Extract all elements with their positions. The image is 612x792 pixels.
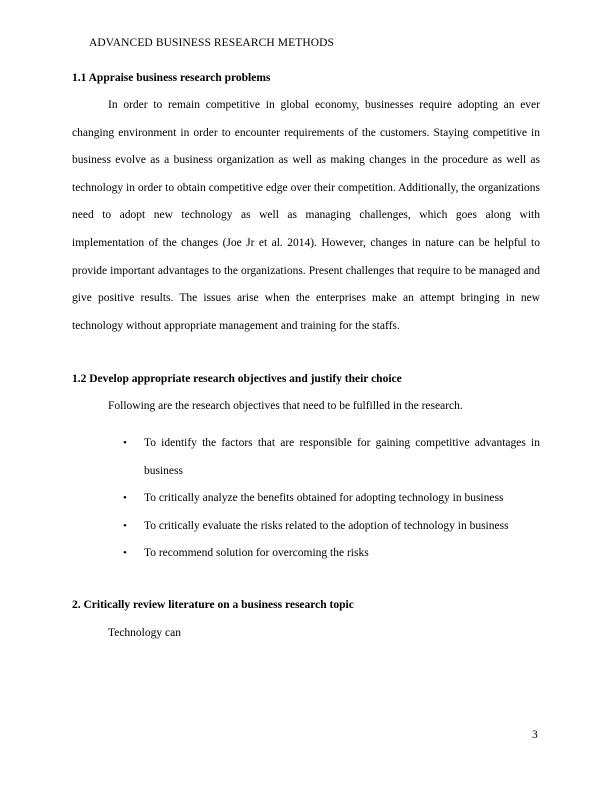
- section-2-intro: Technology can: [108, 627, 181, 639]
- objectives-list: [108, 430, 540, 568]
- section-heading-1-1: 1.1 Appraise business research problems: [72, 72, 271, 84]
- list-item: [108, 540, 540, 568]
- objectives-intro: Following are the research objectives that need to be fulfilled in the research.: [108, 400, 463, 412]
- list-item: [108, 513, 540, 541]
- bullet-icon: •: [123, 519, 127, 532]
- section-heading-1-2: 1.2 Develop appropriate research objectives and justify their choice: [72, 373, 402, 385]
- section-heading-2: 2. Critically review literature on a business research topic: [72, 599, 354, 611]
- bullet-icon: •: [123, 547, 127, 560]
- section-paragraph-1-1: In order to remain competitive in global economy, businesses require adopting an ever changing environment in order to encounter requirements of the customers. Staying competitive in business evolve as a business organization as well as making changes in the procedure as well as technology in order to obtain competitive edge over their competition. Additionally, the organizations need to adopt new technology as well as managing challenges, which goes along with implementation of the changes (Joe Jr et al. 2014). However, changes in nature can be helpful to provide important advantages to the organizations. Present challenges that require to be managed and give positive results. The issues arise when the enterprises make an attempt bringing in new technology without appropriate management and training for the staffs.: [72, 99, 540, 332]
- bullet-icon: •: [123, 492, 127, 505]
- list-item: [108, 485, 540, 513]
- running-header: ADVANCED BUSINESS RESEARCH METHODS: [89, 37, 335, 49]
- objective-text: To critically evaluate the risks related to the adoption of technology in business: [144, 519, 509, 532]
- page-number: 3: [532, 729, 538, 741]
- list-item: [108, 430, 540, 485]
- objective-text: To identify the factors that are responsible for gaining competitive advantages in business: [144, 437, 540, 477]
- bullet-icon: •: [123, 437, 127, 449]
- objective-text: To recommend solution for overcoming the risks: [144, 547, 369, 560]
- objective-text: To critically analyze the benefits obtained for adopting technology in business: [144, 492, 504, 505]
